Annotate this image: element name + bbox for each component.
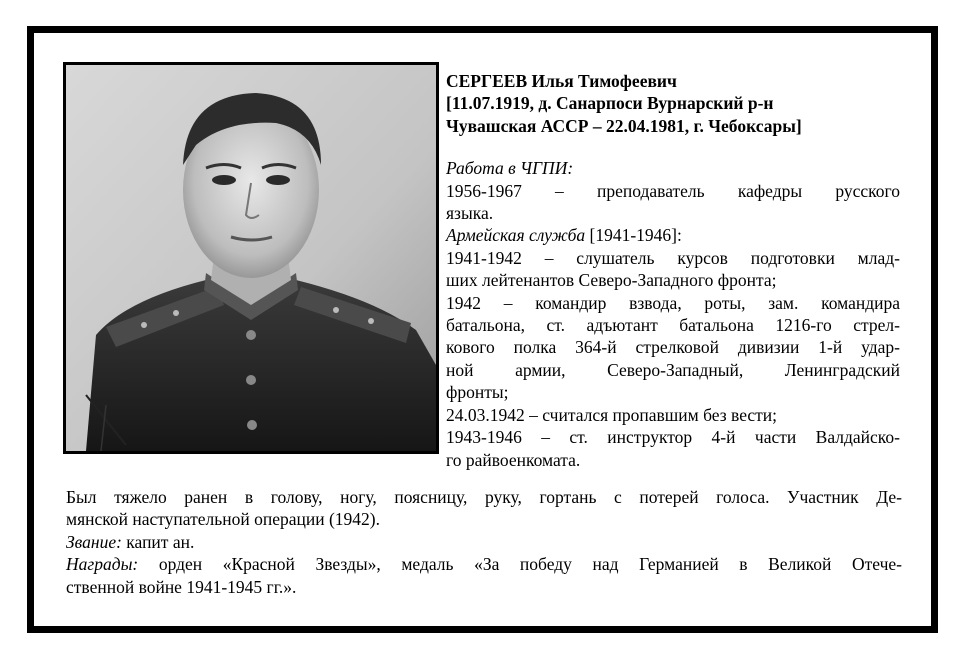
awards-line (66, 553, 902, 575)
awards-text: орден «Красной Звезды», медаль «За победу над Германией в Великой Отече- (138, 554, 902, 575)
army-period: [1941-1946]: (585, 225, 682, 246)
army-line: 1942 – командир взвода, роты, зам. командира (446, 292, 900, 313)
rank-line (66, 531, 902, 553)
army-line: ших лейтенантов Северо-Западного фронта; (446, 270, 777, 291)
army-line: 24.03.1942 – считался пропавшим без вести; (446, 404, 778, 425)
person-name: СЕРГЕЕВ Илья Тимофеевич (446, 71, 677, 91)
biography-bottom-section (66, 486, 902, 598)
army-line: 1943-1946 – ст. инструктор 4-й части Валдайско- (446, 427, 900, 448)
wound-line: мянской наступательной операции (1942). (66, 509, 380, 530)
army-line: 1941-1942 – слушатель курсов подготовки млад- (446, 247, 900, 268)
wound-line: Был тяжело ранен в голову, ногу, поясницу, руку, гортань с потерей голоса. Участник Де- (66, 487, 902, 507)
army-line: кового полка 364-й стрелковой дивизии 1-й удар- (446, 337, 900, 358)
army-heading (446, 224, 900, 246)
portrait-illustration (66, 65, 436, 451)
memorial-card (27, 26, 938, 633)
army-label: Армейская служба (446, 225, 586, 246)
awards-label: Награды: (66, 554, 139, 575)
army-line: го райвоенкомата. (446, 449, 581, 470)
birth-info: [11.07.1919, д. Санарпоси Вурнарский р-н (446, 93, 774, 114)
biography-right-column (446, 70, 900, 471)
death-info: Чувашская АССР – 22.04.1981, г. Чебоксары] (446, 115, 802, 136)
work-label: Работа в ЧГПИ: (446, 158, 574, 179)
portrait-photo (63, 62, 439, 454)
army-line: ной армии, Северо-Западный, Ленинградский (446, 359, 900, 380)
work-line: 1956-1967 – преподаватель кафедры русского (446, 180, 900, 201)
army-line: фронты; (446, 382, 509, 403)
awards-line: ственной войне 1941-1945 гг.». (66, 576, 297, 597)
rank-label: Звание: (66, 531, 122, 552)
work-line: языка. (446, 203, 494, 224)
rank-value: капит ан. (121, 531, 195, 552)
army-line: батальона, ст. адъютант батальона 1216-го стрел- (446, 315, 900, 336)
